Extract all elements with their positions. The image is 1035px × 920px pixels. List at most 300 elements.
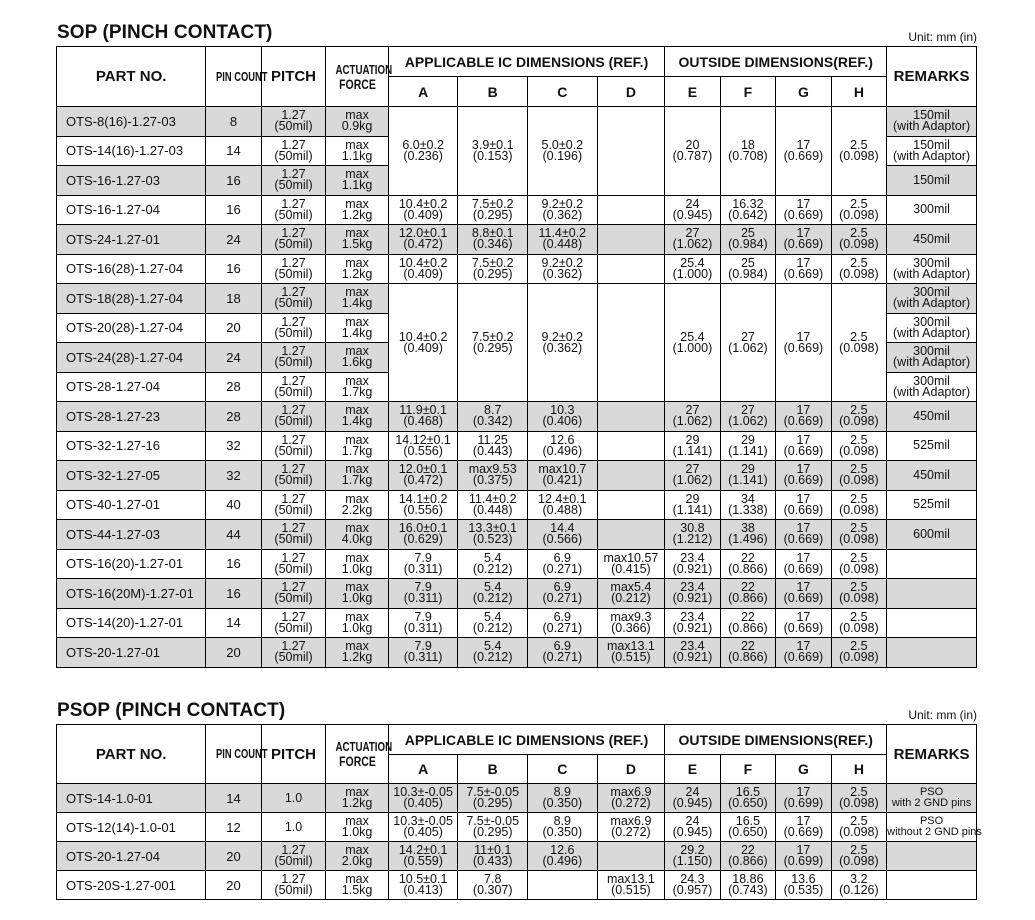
pitch-value bbox=[261, 431, 326, 461]
cell-line: 1.27 bbox=[281, 521, 306, 536]
header-outside-dimensions: OUTSIDE DIMENSIONS(REF.) bbox=[665, 47, 887, 77]
cell-line: 2.5 bbox=[850, 785, 868, 799]
cell-line: (0.468) bbox=[403, 414, 443, 429]
cell-line: (0.866) bbox=[728, 854, 768, 868]
cell-line: (0.366) bbox=[611, 620, 651, 635]
cell-line: 525mil bbox=[913, 497, 950, 512]
dim-g bbox=[776, 402, 831, 432]
part-number: OTS-20(28)-1.27-04 bbox=[57, 313, 206, 343]
cell-line: 18.86 bbox=[732, 872, 764, 886]
cell-line: max bbox=[345, 108, 369, 123]
dim-a bbox=[388, 254, 458, 284]
pitch-value bbox=[261, 402, 326, 432]
cell-line: 1.27 bbox=[281, 196, 306, 211]
cell-line: 2.0kg bbox=[341, 854, 373, 868]
dim-g bbox=[776, 254, 831, 284]
cell-line: (0.669) bbox=[783, 266, 824, 281]
cell-line: 23.4 bbox=[680, 550, 705, 565]
remarks-value bbox=[887, 225, 977, 255]
cell-line: max bbox=[345, 639, 369, 654]
cell-line: 11±0.1 bbox=[474, 843, 512, 857]
cell-line: 2.5 bbox=[850, 403, 868, 418]
cell-line: 7.5±0.2 bbox=[471, 196, 514, 211]
cell-line: (0.311) bbox=[403, 591, 443, 606]
dim-f bbox=[720, 871, 775, 900]
cell-line: 600mil bbox=[913, 526, 950, 541]
cell-line: 2.5 bbox=[850, 550, 868, 565]
part-number: OTS-28-1.27-23 bbox=[57, 402, 206, 432]
cell-line: 23.4 bbox=[680, 639, 705, 654]
cell-line: 22 bbox=[740, 843, 755, 857]
cell-line: (0.443) bbox=[472, 443, 513, 458]
dim-a bbox=[388, 549, 458, 579]
cell-line: 20 bbox=[685, 137, 700, 152]
pitch-value bbox=[261, 608, 326, 638]
part-number: OTS-16-1.27-03 bbox=[57, 166, 206, 196]
pin-count: 18 bbox=[206, 284, 261, 314]
cell-line: (0.708) bbox=[728, 148, 768, 163]
cell-line: 24.3 bbox=[680, 872, 705, 886]
cell-line: (0.362) bbox=[542, 340, 583, 355]
dim-f bbox=[720, 195, 775, 225]
cell-line: (50mil) bbox=[274, 266, 313, 281]
dim-a bbox=[388, 107, 458, 196]
cell-line: (1.062) bbox=[728, 340, 768, 355]
cell-line: (50mil) bbox=[274, 296, 313, 311]
cell-line: (1.141) bbox=[728, 473, 768, 488]
cell-line: 1.5kg bbox=[341, 237, 373, 252]
header-outside-dimensions: OUTSIDE DIMENSIONS(REF.) bbox=[665, 725, 887, 755]
cell-line: 12.4±0.1 bbox=[538, 491, 587, 506]
dim-e bbox=[665, 431, 720, 461]
dim-e bbox=[665, 638, 720, 668]
cell-line: 22 bbox=[740, 609, 755, 624]
cell-line: (0.496) bbox=[542, 854, 583, 868]
header-pitch: PITCH bbox=[261, 725, 326, 784]
actuation-force-value bbox=[326, 871, 389, 900]
cell-line: (0.488) bbox=[542, 502, 583, 517]
dim-f bbox=[720, 402, 775, 432]
cell-line: (0.295) bbox=[472, 825, 513, 839]
pitch-value bbox=[261, 254, 326, 284]
header-remarks: REMARKS bbox=[887, 47, 977, 107]
cell-line: 1.27 bbox=[281, 550, 306, 565]
remarks-value bbox=[887, 813, 982, 842]
actuation-force-value bbox=[326, 784, 389, 813]
cell-line: (0.945) bbox=[672, 207, 713, 222]
remarks-value bbox=[887, 402, 977, 432]
dim-d bbox=[597, 284, 665, 402]
cell-line: (0.472) bbox=[403, 237, 443, 252]
cell-line: (with Adaptor) bbox=[893, 119, 971, 134]
cell-line: 2.5 bbox=[850, 432, 868, 447]
cell-line: (0.311) bbox=[403, 561, 443, 576]
cell-line: max bbox=[345, 226, 369, 241]
dim-h bbox=[831, 784, 887, 813]
dim-c bbox=[528, 784, 598, 813]
cell-line: 8.9 bbox=[553, 785, 571, 799]
dim-c bbox=[528, 402, 598, 432]
dim-b bbox=[458, 842, 528, 871]
pitch-value bbox=[261, 284, 326, 314]
header-remarks: REMARKS bbox=[887, 725, 977, 784]
cell-line: 16.5 bbox=[735, 814, 761, 828]
cell-line: (0.098) bbox=[839, 237, 879, 252]
dim-a bbox=[388, 461, 458, 491]
cell-line: 10.3±-0.05 bbox=[393, 785, 453, 799]
actuation-force-value bbox=[326, 402, 389, 432]
cell-line: max13.1 bbox=[606, 639, 655, 654]
cell-line: max bbox=[345, 462, 369, 477]
cell-line: (0.669) bbox=[783, 620, 824, 635]
dim-a bbox=[388, 195, 458, 225]
cell-line: (0.342) bbox=[472, 414, 513, 429]
cell-line: 2.5 bbox=[850, 521, 868, 536]
remarks-value bbox=[887, 871, 977, 900]
cell-line: 1.7kg bbox=[341, 384, 373, 399]
cell-line: 24 bbox=[685, 196, 700, 211]
actuation-force-value bbox=[326, 431, 389, 461]
header-col-f: F bbox=[720, 755, 775, 784]
table-row bbox=[57, 520, 977, 550]
header-ic-dimensions: APPLICABLE IC DIMENSIONS (REF.) bbox=[388, 47, 664, 77]
cell-line: 24 bbox=[685, 785, 700, 799]
dim-d bbox=[597, 842, 665, 871]
dim-b bbox=[458, 225, 528, 255]
cell-line: 300mil bbox=[913, 285, 950, 300]
dim-f bbox=[720, 107, 775, 196]
remarks-value bbox=[887, 136, 977, 166]
remarks-value bbox=[887, 343, 977, 373]
cell-line: 0.9kg bbox=[341, 119, 373, 134]
dim-h bbox=[831, 254, 887, 284]
cell-line: (0.496) bbox=[542, 443, 583, 458]
dim-a bbox=[388, 784, 458, 813]
cell-line: max bbox=[345, 432, 369, 447]
pitch-value bbox=[261, 813, 326, 842]
cell-line: (0.515) bbox=[611, 650, 651, 665]
cell-line: 300mil bbox=[913, 202, 950, 217]
cell-line: 1.7kg bbox=[341, 473, 373, 488]
pitch-value bbox=[261, 549, 326, 579]
cell-line: 1.0 bbox=[284, 790, 303, 805]
dim-f bbox=[720, 842, 775, 871]
cell-line: (0.669) bbox=[783, 207, 824, 222]
cell-line: (50mil) bbox=[274, 883, 313, 897]
dim-g bbox=[776, 520, 831, 550]
cell-line: (0.472) bbox=[403, 473, 443, 488]
cell-line: (0.098) bbox=[839, 148, 879, 163]
cell-line: (0.866) bbox=[728, 561, 768, 576]
remarks-value bbox=[887, 579, 977, 609]
remarks-value bbox=[887, 195, 977, 225]
cell-line: (0.921) bbox=[672, 650, 713, 665]
part-number: OTS-14(20)-1.27-01 bbox=[57, 608, 206, 638]
cell-line: (50mil) bbox=[274, 502, 313, 517]
cell-line: (0.669) bbox=[783, 148, 824, 163]
dim-c bbox=[528, 431, 598, 461]
part-number: OTS-32-1.27-16 bbox=[57, 431, 206, 461]
actuation-force-value bbox=[326, 313, 389, 343]
header-col-h: H bbox=[831, 755, 887, 784]
table-row bbox=[57, 490, 977, 520]
cell-line: max bbox=[345, 580, 369, 595]
cell-line: 9.2±0.2 bbox=[541, 196, 584, 211]
cell-line: (50mil) bbox=[274, 473, 313, 488]
dim-d bbox=[597, 225, 665, 255]
cell-line: 17 bbox=[796, 609, 811, 624]
table-row bbox=[57, 254, 977, 284]
cell-line: (0.271) bbox=[542, 620, 583, 635]
cell-line: 10.5±0.1 bbox=[398, 872, 448, 886]
cell-line: 1.27 bbox=[281, 843, 306, 857]
cell-line: 27 bbox=[685, 462, 700, 477]
header-pin-count: PIN COUNT bbox=[206, 725, 261, 784]
cell-line: 16.0±0.1 bbox=[398, 521, 448, 536]
cell-line: (0.566) bbox=[542, 532, 583, 547]
actuation-force-value bbox=[326, 461, 389, 491]
cell-line: 2.5 bbox=[850, 814, 868, 828]
cell-line: (50mil) bbox=[274, 119, 313, 134]
part-number: OTS-44-1.27-03 bbox=[57, 520, 206, 550]
pin-count: 16 bbox=[206, 579, 261, 609]
header-col-e: E bbox=[665, 77, 720, 107]
part-number: OTS-16(20M)-1.27-01 bbox=[57, 579, 206, 609]
pin-count: 16 bbox=[206, 166, 261, 196]
dim-d bbox=[597, 195, 665, 225]
cell-line: (0.311) bbox=[403, 650, 443, 665]
pin-count: 16 bbox=[206, 254, 261, 284]
dim-h bbox=[831, 520, 887, 550]
cell-line: (0.126) bbox=[839, 883, 879, 897]
dim-h bbox=[831, 490, 887, 520]
cell-line: 1.2kg bbox=[341, 207, 373, 222]
dim-e bbox=[665, 402, 720, 432]
table-row bbox=[57, 813, 977, 842]
cell-line: (0.375) bbox=[472, 473, 513, 488]
header-col-c: C bbox=[528, 755, 598, 784]
cell-line: 2.5 bbox=[850, 639, 868, 654]
dim-b bbox=[458, 107, 528, 196]
cell-line: (0.406) bbox=[542, 414, 583, 429]
part-number: OTS-16(28)-1.27-04 bbox=[57, 254, 206, 284]
cell-line: 22 bbox=[740, 550, 755, 565]
dim-a bbox=[388, 579, 458, 609]
actuation-force-value bbox=[326, 343, 389, 373]
cell-line: 1.27 bbox=[281, 226, 306, 241]
cell-line: (50mil) bbox=[274, 854, 313, 868]
dim-c bbox=[528, 195, 598, 225]
cell-line: (0.098) bbox=[839, 561, 879, 576]
cell-line: 2.5 bbox=[850, 491, 868, 506]
part-number: OTS-24-1.27-01 bbox=[57, 225, 206, 255]
cell-line: 27 bbox=[740, 329, 755, 344]
header-col-d: D bbox=[597, 77, 665, 107]
cell-line: (0.295) bbox=[472, 796, 513, 810]
part-number: OTS-18(28)-1.27-04 bbox=[57, 284, 206, 314]
dim-d bbox=[597, 549, 665, 579]
cell-line: max bbox=[345, 785, 369, 799]
cell-line: 300mil bbox=[913, 373, 950, 388]
pitch-value bbox=[261, 343, 326, 373]
sop-spec-table bbox=[56, 46, 977, 668]
table-row bbox=[57, 579, 977, 609]
cell-line: max9.53 bbox=[468, 462, 517, 477]
cell-line: (50mil) bbox=[274, 148, 313, 163]
table-row bbox=[57, 549, 977, 579]
cell-line: 1.27 bbox=[281, 639, 306, 654]
cell-line: 1.27 bbox=[281, 872, 306, 886]
cell-line: (0.669) bbox=[783, 502, 824, 517]
part-number: OTS-14-1.0-01 bbox=[57, 784, 206, 813]
dim-e bbox=[665, 195, 720, 225]
cell-line: 450mil bbox=[913, 231, 950, 246]
cell-line: 2.5 bbox=[850, 580, 868, 595]
table-row bbox=[57, 842, 977, 871]
cell-line: (0.669) bbox=[783, 237, 824, 252]
cell-line: (0.409) bbox=[403, 207, 443, 222]
cell-line: (50mil) bbox=[274, 532, 313, 547]
actuation-force-value bbox=[326, 372, 389, 402]
cell-line: (0.098) bbox=[839, 796, 879, 810]
cell-line: 22 bbox=[740, 639, 755, 654]
cell-line: max13.1 bbox=[606, 872, 655, 886]
pin-count: 14 bbox=[206, 136, 261, 166]
cell-line: (0.945) bbox=[672, 796, 713, 810]
cell-line: 12.0±0.1 bbox=[398, 462, 448, 477]
cell-line: 5.0±0.2 bbox=[541, 137, 584, 152]
dim-h bbox=[831, 549, 887, 579]
cell-line: 29 bbox=[685, 491, 700, 506]
dim-b bbox=[458, 490, 528, 520]
cell-line: (1.141) bbox=[672, 443, 713, 458]
cell-line: 6.0±0.2 bbox=[402, 137, 444, 152]
cell-line: 14.12±0.1 bbox=[395, 432, 451, 447]
cell-line: 1.27 bbox=[281, 609, 306, 624]
dim-a bbox=[388, 520, 458, 550]
pin-count: 20 bbox=[206, 842, 261, 871]
dim-g bbox=[776, 813, 831, 842]
cell-line: 25 bbox=[740, 255, 755, 270]
pin-count: 44 bbox=[206, 520, 261, 550]
header-pin-count: PIN COUNT bbox=[206, 47, 261, 107]
cell-line: 1.2kg bbox=[341, 796, 373, 810]
cell-line: 3.2 bbox=[850, 872, 868, 886]
cell-line: 1.27 bbox=[281, 462, 306, 477]
cell-line: 7.9 bbox=[414, 550, 432, 565]
cell-line: 17 bbox=[796, 785, 811, 799]
cell-line: 29 bbox=[685, 432, 700, 447]
cell-line: 1.27 bbox=[281, 344, 306, 359]
table-row bbox=[57, 608, 977, 638]
cell-line: 17 bbox=[796, 403, 811, 418]
dim-h bbox=[831, 107, 887, 196]
dim-h bbox=[831, 842, 887, 871]
cell-line: (0.346) bbox=[472, 237, 513, 252]
table-row bbox=[57, 225, 977, 255]
dim-a bbox=[388, 842, 458, 871]
cell-line: 10.4±0.2 bbox=[398, 196, 448, 211]
dim-a bbox=[388, 638, 458, 668]
cell-line: 1.27 bbox=[281, 255, 306, 270]
cell-line: 2.5 bbox=[850, 843, 868, 857]
cell-line: (0.669) bbox=[783, 561, 824, 576]
dim-c bbox=[528, 549, 598, 579]
cell-line: 11.9±0.1 bbox=[399, 403, 447, 418]
header-col-b: B bbox=[458, 755, 528, 784]
header-actuation-force: ACTUATION FORCE bbox=[326, 725, 389, 784]
dim-h bbox=[831, 608, 887, 638]
cell-line: max9.3 bbox=[610, 609, 652, 624]
cell-line: (1.000) bbox=[672, 340, 713, 355]
cell-line: (1.212) bbox=[672, 532, 713, 547]
cell-line: 7.9 bbox=[414, 609, 432, 624]
dim-a bbox=[388, 813, 458, 842]
part-number: OTS-32-1.27-05 bbox=[57, 461, 206, 491]
dim-a bbox=[388, 402, 458, 432]
cell-line: (0.699) bbox=[783, 854, 824, 868]
dim-f bbox=[720, 431, 775, 461]
dim-a bbox=[388, 608, 458, 638]
remarks-value bbox=[887, 107, 977, 137]
dim-b bbox=[458, 431, 528, 461]
dim-g bbox=[776, 579, 831, 609]
psop-unit-label: Unit: mm (in) bbox=[908, 708, 977, 722]
cell-line: (0.433) bbox=[472, 854, 513, 868]
cell-line: 11.4±0.2 bbox=[538, 226, 587, 241]
dim-b bbox=[458, 284, 528, 402]
cell-line: (0.669) bbox=[783, 443, 824, 458]
dim-h bbox=[831, 284, 887, 402]
dim-g bbox=[776, 490, 831, 520]
cell-line: 1.27 bbox=[281, 314, 306, 329]
cell-line: 2.5 bbox=[850, 196, 868, 211]
pin-count: 40 bbox=[206, 490, 261, 520]
actuation-force-value bbox=[326, 490, 389, 520]
cell-line: 2.2kg bbox=[341, 502, 373, 517]
dim-d bbox=[597, 107, 665, 196]
dim-h bbox=[831, 579, 887, 609]
cell-line: (50mil) bbox=[274, 443, 313, 458]
cell-line: (50mil) bbox=[274, 384, 313, 399]
cell-line: (0.212) bbox=[472, 561, 513, 576]
cell-line: 1.2kg bbox=[341, 650, 373, 665]
cell-line: (50mil) bbox=[274, 207, 313, 222]
cell-line: 150mil bbox=[913, 137, 950, 152]
cell-line: 8.8±0.1 bbox=[471, 226, 514, 241]
cell-line: 17 bbox=[796, 329, 811, 344]
pin-count: 12 bbox=[206, 813, 261, 842]
cell-line: (0.098) bbox=[839, 620, 879, 635]
cell-line: 1.27 bbox=[281, 137, 306, 152]
cell-line: 1.0 bbox=[284, 819, 303, 834]
pin-count: 32 bbox=[206, 431, 261, 461]
dim-f bbox=[720, 638, 775, 668]
cell-line: (0.098) bbox=[839, 825, 879, 839]
cell-line: (0.098) bbox=[839, 532, 879, 547]
cell-line: (0.669) bbox=[783, 591, 824, 606]
dim-e bbox=[665, 813, 720, 842]
cell-line: (0.098) bbox=[839, 340, 879, 355]
pin-count: 16 bbox=[206, 549, 261, 579]
dim-g bbox=[776, 842, 831, 871]
cell-line: 5.4 bbox=[484, 580, 502, 595]
cell-line: (0.212) bbox=[472, 650, 513, 665]
dim-c bbox=[528, 490, 598, 520]
dim-c bbox=[528, 520, 598, 550]
dim-g bbox=[776, 195, 831, 225]
dim-c bbox=[528, 813, 598, 842]
